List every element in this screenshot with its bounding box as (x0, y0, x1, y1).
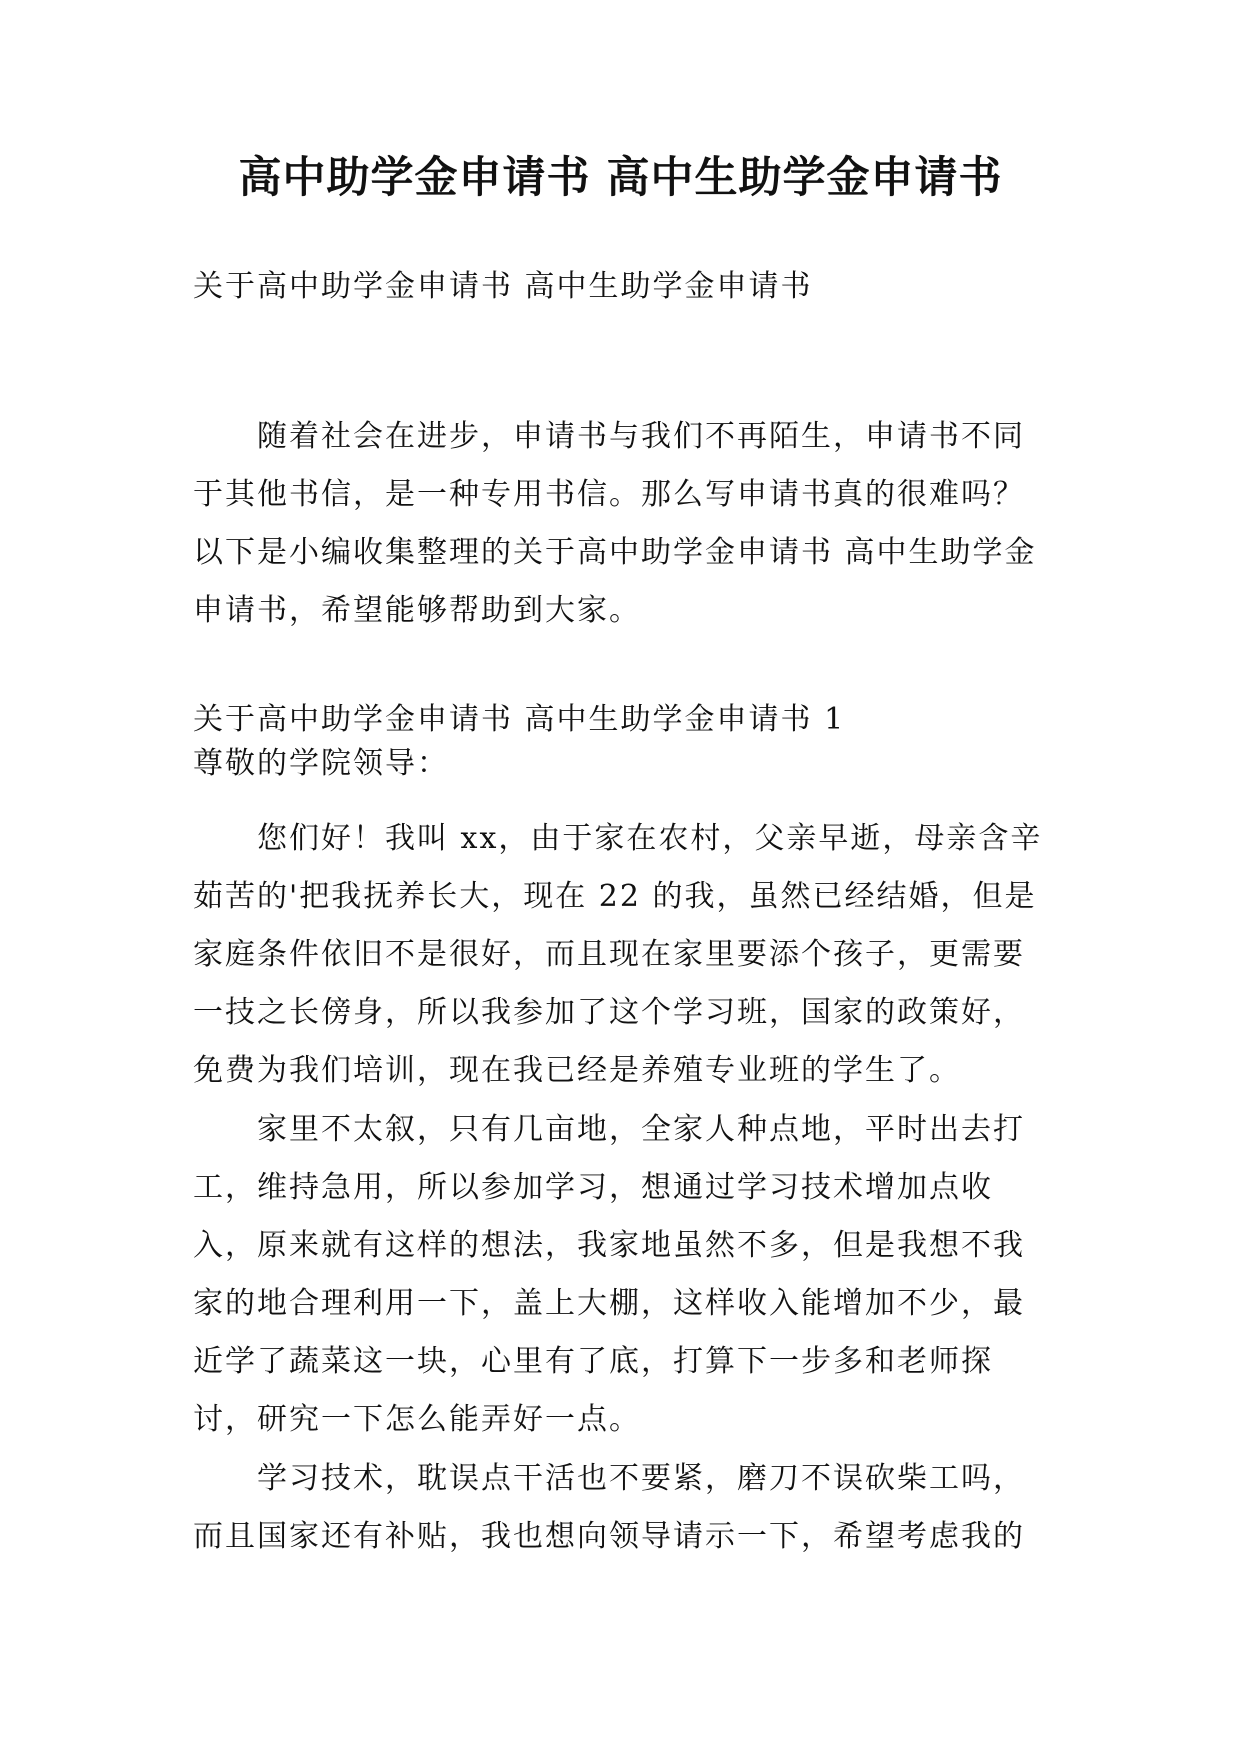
document-title: 高中助学金申请书 高中生助学金申请书 (238, 153, 1003, 203)
section-heading: 关于高中助学金申请书 高中生助学金申请书 1 (193, 702, 846, 737)
salutation: 尊敬的学院领导： (193, 746, 449, 781)
document-subtitle: 关于高中助学金申请书 高中生助学金申请书 (193, 269, 813, 304)
body-paragraph: 您们好！我叫 xx，由于家在农村，父亲早逝，母亲含辛茹苦的'把我抚养长大，现在 22 的我，虽然已经结婚，但是家庭条件依旧不是很好，而且现在家里要添个孩子，更需要一技之长傍身，所以我参加了这个学习班，国家的政策好，免费为我们培训，现在我已经是养殖专业班的学生了。 (193, 821, 1043, 1088)
body-paragraph: 家里不太叙，只有几亩地，全家人种点地，平时出去打工，维持急用，所以参加学习，想通过学习技术增加点收入，原来就有这样的想法，我家地虽然不多，但是我想不我家的地合理利用一下，盖上大棚，这样收入能增加不少，最近学了蔬菜这一块，心里有了底，打算下一步多和老师探讨，研究一下怎么能弄好一点。 (193, 1112, 1025, 1437)
body-paragraph: 学习技术，耽误点干活也不要紧，磨刀不误砍柴工吗，而且国家还有补贴，我也想向领导请示一下，希望考虑我的 (193, 1461, 1025, 1554)
intro-paragraph: 随着社会在进步，申请书与我们不再陌生，申请书不同于其他书信，是一种专用书信。那么写申请书真的很难吗？以下是小编收集整理的关于高中助学金申请书 高中生助学金申请书，希望能够帮助到大家。 (193, 419, 1037, 628)
